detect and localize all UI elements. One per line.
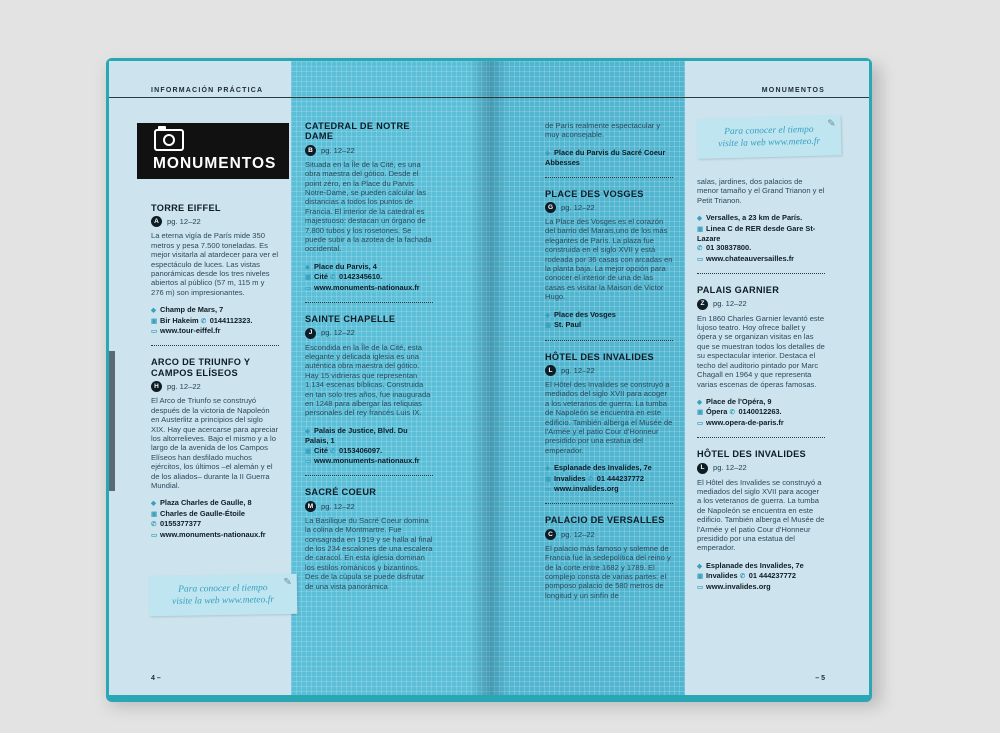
note-line-2: visite la web www.meteo.fr	[172, 595, 275, 607]
entry-body: El Hôtel des Invalides se construyó a mediados del siglo XVII para acoger a los veteranos de guerra. La tumba de Napoleón se encuentra en este edificio. También alberga el Musée de l'Armée y el patio Cour d'Honneur presidido por una estatua del emperador.	[697, 477, 825, 553]
metro: St. Paul	[554, 320, 582, 330]
entry-hotel-des-invalides	[545, 352, 673, 495]
column-4	[697, 177, 825, 598]
web-icon: ▭	[545, 485, 552, 493]
address: Place des Vosges	[554, 309, 616, 319]
phone-icon: ✆	[587, 475, 594, 483]
phone-icon: ✆	[330, 274, 336, 282]
page-ref: pg. 12–22	[321, 145, 355, 155]
page-ref: pg. 12–22	[561, 365, 595, 375]
address: Esplanade des Invalides, 7e	[554, 463, 652, 473]
phone: 0140012263.	[738, 407, 782, 417]
entry-palais-garnier	[697, 285, 825, 428]
entry-title: PALAIS GARNIER	[697, 285, 780, 296]
map-badge: L	[697, 463, 708, 474]
note-line-2: visite la web www.meteo.fr	[718, 136, 821, 150]
map-badge: M	[305, 501, 316, 512]
phone: 01 444237772	[748, 571, 796, 581]
note-line-1: Para conocer el tiempo	[178, 583, 268, 595]
address: Versalles, a 23 km de París.	[706, 213, 803, 223]
pin-icon: ✎	[827, 118, 836, 130]
address: Place de l'Opéra, 9	[706, 396, 772, 406]
website[interactable]: www.monuments-nationaux.fr	[314, 455, 420, 465]
website[interactable]: www.invalides.org	[706, 581, 771, 591]
entry-sacre-coeur-cont	[545, 121, 673, 168]
entry-body: La eterna vigía de París mide 350 metros y pesa 7.500 toneladas. Es mejor visitarla al atardecer para ver el espectáculo de luces. Las vistas panorámicas desde los tres niveles abiertos al público (57 m, 115 m y 276 m) son impresionantes.	[151, 231, 279, 297]
book-gutter	[470, 61, 508, 695]
column-3	[545, 121, 673, 608]
entry-body: El palacio más famoso y solemne de Francia fue la sedepolítica del reino y de la corte entre 1682 y 1789. El complejo consta de varias partes: el pomposo palacio de 580 metros de longitud y un sinfín de	[545, 543, 671, 600]
phone-icon: ✆	[697, 245, 703, 253]
right-page	[489, 61, 869, 695]
phone: 0144112323.	[209, 315, 253, 325]
metro-icon: ▣	[151, 317, 158, 325]
entry-sainte-chapelle	[305, 314, 433, 466]
entry-body: La Place des Vosges es el corazón del barrio del Marais,uno de los más elegantes de París. La plaza fue construida en el siglo XVII y está rodeada por 36 casas con arcadas en la planta baja. La mejor opción para conocer el interior de una de las casas es visitar la Maison de Victor Hugo.	[545, 217, 673, 302]
web-icon: ▭	[305, 457, 312, 465]
metro-icon: ▣	[305, 447, 312, 455]
page-ref: pg. 12–22	[713, 463, 747, 473]
metro-icon: ▣	[151, 510, 158, 518]
entry-title: TORRE EIFFEL	[151, 203, 221, 213]
phone-icon: ✆	[729, 409, 735, 417]
divider	[697, 437, 825, 438]
pin-icon: ✎	[283, 576, 292, 588]
weather-note	[149, 574, 298, 617]
metro-icon: ▣	[545, 322, 552, 330]
metro-icon: ▣	[545, 475, 552, 483]
header-rule	[109, 97, 489, 98]
address: Place du Parvis du Sacré Coeur Abbesses	[545, 147, 666, 168]
train-icon: ▣	[697, 225, 704, 233]
entry-palacio-de-versalles	[545, 515, 673, 600]
address: Plaza Charles de Gaulle, 8	[160, 498, 252, 508]
divider	[151, 345, 279, 346]
metro: Ópera	[706, 407, 728, 417]
metro: Bir Hakeim	[160, 315, 199, 325]
map-badge: G	[545, 202, 556, 213]
header-rule	[489, 97, 869, 98]
web-icon: ▭	[305, 284, 312, 292]
web-icon: ▭	[151, 531, 158, 539]
location-icon: ◆	[305, 263, 310, 271]
note-line-1: Para conocer el tiempo	[724, 124, 814, 138]
column-2	[305, 121, 433, 599]
location-icon: ◆	[151, 307, 156, 315]
metro-icon: ▣	[697, 573, 704, 581]
location-icon: ◆	[545, 149, 550, 157]
entry-body: El Arco de Triunfo se construyó después de la victoria de Napoleón en Austerlitz a principios del siglo XIX. Hay que acercarse para apreciar los altorrelieves. Bajo el mismo y a lo largo de la avenida de los Campos Elíseos han desfilado muchos ejércitos, los últimos –el alemán y el de los aliados– durante la II Guerra Mundial.	[151, 396, 279, 490]
entry-body: En 1860 Charles Garnier levantó este lujoso teatro. Hoy ofrece ballet y ópera y se organizan visitas en las que se muestran todos los detalles de su espectacular interior. Destaca el techo del auditorio pintado por Marc Chagall en 1964 y que representa varias escenas de óperas famosas.	[697, 313, 825, 389]
entry-place-des-vosges	[545, 189, 673, 331]
location-icon: ◆	[697, 398, 702, 406]
entry-title: CATEDRAL DE NOTRE DAME	[305, 121, 410, 142]
left-page	[109, 61, 489, 695]
map-badge: A	[151, 216, 162, 227]
metro: Invalides	[706, 571, 738, 581]
entry-body: de París realmente espectacular y muy aconsejable.	[545, 121, 661, 140]
entry-body: Situada en la Île de la Cité, es una obra maestra del gótico. Desde el point zéro, en la Place du Parvis Notre-Dame, se pueden calcular las distancias a todos los puntos de Francia. El interior de la catedral es majestuoso: destacan un órgano de 7.800 tubos y los rosetones. Se puede subir a la azotea de la fachada occidental.	[305, 159, 432, 254]
divider	[545, 177, 673, 178]
address: Esplanade des Invalides, 7e	[706, 560, 804, 570]
web-icon: ▭	[151, 328, 158, 336]
divider	[545, 503, 673, 504]
phone: 01 444237772	[596, 473, 644, 483]
map-badge: B	[305, 145, 316, 156]
page-ref: pg. 12–22	[321, 328, 355, 338]
phone-icon: ✆	[739, 573, 746, 581]
metro: Cité	[314, 272, 328, 282]
address: Place du Parvis, 4	[314, 261, 377, 271]
entry-title: PALACIO DE VERSALLES	[545, 515, 665, 526]
location-icon: ◆	[545, 465, 550, 473]
section-title-block	[137, 123, 289, 179]
page-ref: pg. 12–22	[713, 299, 747, 309]
map-badge: H	[151, 381, 162, 392]
phone: 01 30837800.	[706, 243, 752, 253]
phone-icon: ✆	[330, 447, 336, 455]
entry-title: SAINTE CHAPELLE	[305, 314, 396, 325]
metro: Invalides	[554, 473, 586, 483]
entry-hotel-des-invalides-2	[697, 449, 825, 592]
running-header-right: MONUMENTOS	[761, 87, 825, 94]
location-icon: ◆	[697, 562, 702, 570]
divider	[305, 302, 433, 303]
phone-icon: ✆	[151, 521, 157, 529]
location-icon: ◆	[697, 215, 702, 223]
phone: 0155377377	[160, 519, 202, 529]
location-icon: ◆	[151, 500, 156, 508]
page-ref: pg. 12–22	[167, 382, 201, 392]
metro: Cité	[314, 445, 328, 455]
entry-body: Escondida en la Île de la Cité, esta elegante y delicada iglesia es una auténtica obra maestra del gótico. Hay 15 vidrieras que representan 1.134 escenas bíblicas. Construida en tan solo tres años, fue inaugurada en 1248 para albergar las reliquias personales del rey francés Luis IX.	[305, 342, 431, 418]
website[interactable]: www.tour-eiffel.fr	[160, 326, 221, 336]
page-ref: pg. 12–22	[561, 202, 595, 212]
address: Champ de Mars, 7	[160, 305, 224, 315]
entry-body: salas, jardines, dos palacios de menor tamaño y el Grand Trianon y el Petit Trianon.	[697, 177, 825, 205]
entry-title: HÔTEL DES INVALIDES	[545, 351, 654, 362]
map-badge: C	[545, 529, 556, 540]
website[interactable]: www.monuments-nationaux.fr	[160, 529, 266, 539]
website[interactable]: www.chateauversailles.fr	[706, 253, 795, 263]
train: Linea C de RER desde Gare St-Lazare	[697, 223, 816, 244]
page-edge	[109, 351, 115, 491]
entry-versalles-cont	[697, 177, 825, 264]
page-number-left: 4 –	[151, 675, 161, 682]
metro-icon: ▣	[697, 409, 704, 417]
page-ref: pg. 12–22	[167, 217, 201, 227]
camera-icon	[154, 129, 184, 151]
page-ref: pg. 12–22	[561, 529, 595, 539]
entry-arco-de-triunfo	[151, 357, 279, 540]
entry-notre-dame	[305, 121, 433, 293]
location-icon: ◆	[305, 427, 310, 435]
divider	[697, 273, 825, 274]
section-title: MONUMENTOS	[153, 155, 277, 172]
entry-title: SACRÉ COEUR	[305, 487, 377, 498]
entry-title: HÔTEL DES INVALIDES	[697, 449, 806, 460]
page-ref: pg. 12–22	[321, 501, 355, 511]
web-icon: ▭	[697, 419, 704, 427]
divider	[305, 475, 433, 476]
location-icon: ◆	[545, 311, 550, 319]
metro-icon: ▣	[305, 274, 312, 282]
phone: 0153406097.	[339, 445, 383, 455]
entry-body: La Basilique du Sacré Coeur domina la colina de Montmartre. Fue consagrada en 1919 y se halla al final de los 234 escalones de una escalera de caracol. En esta iglesia dominan los estilos románicos y bizantinos. Des de la cúpula se puede disfrutar de una vista panorámica	[305, 515, 433, 591]
entry-body: El Hôtel des Invalides se construyó a mediados del siglo XVII para acoger a los veteranos de guerra. La tumba de Napoleón se encuentra en este edificio. También alberga el Musée de l'Armée y el patio Cour d'Honneur presidido por una estatua del emperador.	[545, 379, 673, 455]
map-badge: L	[545, 365, 556, 376]
phone: 0142345610.	[339, 272, 383, 282]
web-icon: ▭	[697, 255, 704, 263]
map-badge: Z	[697, 299, 708, 310]
phone-icon: ✆	[200, 317, 207, 325]
website[interactable]: www.invalides.org	[554, 483, 619, 493]
address: Palais de Justice, Blvd. Du Palais, 1	[305, 425, 408, 446]
web-icon: ▭	[697, 583, 704, 591]
entry-torre-eiffel	[151, 203, 279, 336]
divider	[545, 340, 673, 341]
entry-title: PLACE DES VOSGES	[545, 188, 644, 199]
website[interactable]: www.opera-de-paris.fr	[706, 417, 784, 427]
column-1	[151, 203, 279, 546]
entry-sacre-coeur	[305, 487, 433, 591]
map-badge: J	[305, 328, 316, 339]
page-number-right: – 5	[815, 675, 825, 682]
running-header-left: INFORMACIÓN PRÁCTICA	[151, 87, 264, 94]
entry-title: ARCO DE TRIUNFO Y CAMPOS ELÍSEOS	[151, 357, 251, 378]
metro: Charles de Gaulle-Étoile	[160, 508, 246, 518]
website[interactable]: www.monuments-nationaux.fr	[314, 282, 420, 292]
weather-note	[697, 115, 842, 159]
